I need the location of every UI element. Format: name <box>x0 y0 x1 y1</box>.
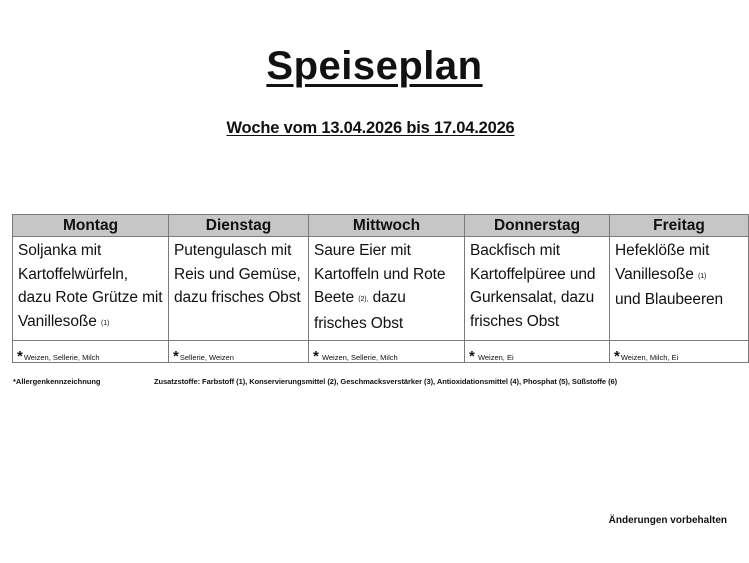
meal-suffix: dazu frisches Obst <box>314 289 406 332</box>
allergen-list: Weizen, Milch, Ei <box>620 353 679 362</box>
allergen-list: Weizen, Sellerie, Milch <box>23 353 100 362</box>
meal-text: Saure Eier mit Kartoffeln und Rote Beete <box>314 242 446 306</box>
allergen-marker: * <box>313 348 319 365</box>
week-range: Woche vom 13.04.2026 bis 17.04.2026 <box>226 119 515 137</box>
menu-table <box>12 214 749 363</box>
column-header-monday: Montag <box>13 215 169 237</box>
allergen-cell-monday <box>13 341 169 363</box>
column-header-friday: Freitag <box>610 215 749 237</box>
allergen-row <box>13 341 749 363</box>
allergen-cell-friday <box>610 341 749 363</box>
allergen-legend: *Allergenkennzeichnung <box>13 377 101 386</box>
allergen-list: Sellerie, Weizen <box>179 353 234 362</box>
meal-cell-monday <box>13 237 169 341</box>
column-header-wednesday: Mittwoch <box>309 215 465 237</box>
additive-note: (1) <box>100 319 110 327</box>
column-header-thursday: Donnerstag <box>465 215 610 237</box>
meal-text: Hefeklöße mit Vanillesoße <box>615 242 710 283</box>
additives-legend: Zusatzstoffe: Farbstoff (1), Konservierungsmittel (2), Geschmacksverstärker (3), Antioxidationsmittel (4), Phosphat (5), Süßstoffe (6) <box>154 377 618 386</box>
additive-note: (2), <box>358 296 369 303</box>
column-header-tuesday: Dienstag <box>169 215 309 237</box>
page-title: Speiseplan <box>266 44 483 88</box>
allergen-cell-wednesday <box>309 341 465 363</box>
allergen-marker: * <box>173 348 179 365</box>
meal-cell-wednesday <box>309 237 465 341</box>
allergen-list: Weizen, Sellerie, Milch <box>321 353 398 362</box>
meal-text: Putengulasch mit Reis und Gemüse, dazu frisches Obst <box>174 242 301 306</box>
meal-cell-thursday <box>465 237 610 341</box>
changes-disclaimer: Änderungen vorbehalten <box>608 515 727 526</box>
meal-suffix: und Blaubeeren <box>615 291 724 308</box>
meal-text: Backfisch mit Kartoffelpüree und Gurkensalat, dazu frisches Obst <box>470 242 596 330</box>
meal-cell-tuesday <box>169 237 309 341</box>
allergen-marker: * <box>614 348 620 365</box>
meal-text: Soljanka mit Kartoffelwürfeln, dazu Rote Grütze mit Vanillesoße <box>18 242 163 330</box>
meal-row <box>13 237 749 341</box>
header-row <box>13 215 749 237</box>
meal-cell-friday <box>610 237 749 341</box>
allergen-cell-thursday <box>465 341 610 363</box>
allergen-marker: * <box>469 348 475 365</box>
additive-note: (1) <box>697 272 707 280</box>
allergen-list: Weizen, Ei <box>477 353 514 362</box>
allergen-marker: * <box>17 348 23 365</box>
allergen-cell-tuesday <box>169 341 309 363</box>
